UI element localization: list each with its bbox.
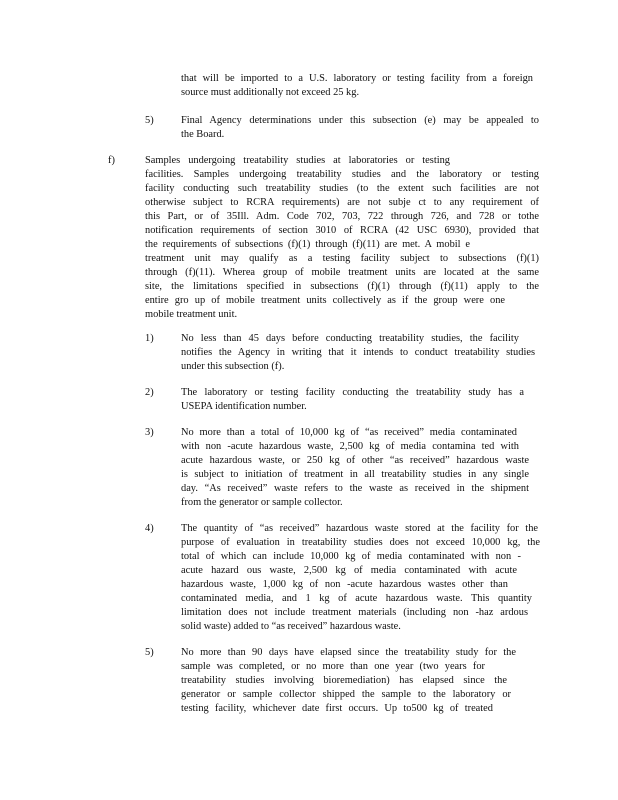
item-label: 2) bbox=[145, 387, 154, 398]
text-line: contaminated media, and 1 kg of acute hazardous waste. This quantity bbox=[181, 593, 532, 604]
text-line: purpose of evaluation in treatability studies does not exceed 10,000 kg, the bbox=[181, 537, 540, 548]
paragraph-f3 bbox=[181, 426, 529, 510]
text-line: otherwise subject to RCRA requirements) are not subje ct to any requirement of bbox=[145, 197, 539, 208]
text-line: generator or sample collector shipped the sample to the laboratory or bbox=[181, 689, 511, 700]
text-line: sample was completed, or no more than one year (two years for bbox=[181, 661, 485, 672]
paragraph-f5 bbox=[181, 646, 516, 716]
text-line: hazardous waste, 1,000 kg of non -acute hazardous wastes other than bbox=[181, 579, 508, 590]
text-line: source must additionally not exceed 25 kg. bbox=[181, 87, 360, 98]
item-label: 1) bbox=[145, 333, 154, 344]
text-line: No more than 90 days have elapsed since the treatability study for the bbox=[181, 647, 516, 658]
text-line: acute hazard ous waste, 2,500 kg of media contaminated with acute bbox=[181, 565, 517, 576]
text-line: this Part, or of 35Ill. Adm. Code 702, 703, 722 through 726, and 728 or tothe bbox=[145, 211, 539, 222]
text-line: facility conducting such treatability studies (to the extent such facilities are not bbox=[145, 183, 539, 194]
text-line: USEPA identification number. bbox=[181, 401, 307, 412]
text-line: the Board. bbox=[181, 129, 225, 140]
text-line: site, the limitations specified in subsections (f)(1) through (f)(11) apply to the bbox=[145, 281, 539, 292]
text-line: total of which can include 10,000 kg of media contaminated with non - bbox=[181, 551, 521, 562]
item-label: 5) bbox=[145, 115, 154, 126]
text-line: through (f)(11). Wherea group of mobile treatment units are located at the same bbox=[145, 267, 539, 278]
text-line: from the generator or sample collector. bbox=[181, 497, 343, 508]
text-line: The quantity of “as received” hazardous waste stored at the facility for the bbox=[181, 523, 538, 534]
text-line: the requirements of subsections (f)(1) through (f)(11) are met. A mobil e bbox=[145, 239, 470, 250]
paragraph-f2 bbox=[181, 386, 524, 414]
text-line: treatment unit may qualify as a testing facility subject to subsections (f)(1) bbox=[145, 253, 539, 264]
paragraph-f1 bbox=[181, 332, 535, 374]
paragraph-f bbox=[145, 154, 539, 322]
text-line: mobile treatment unit. bbox=[145, 309, 238, 320]
text-line: is subject to initiation of treatment in all treatability studies in any single bbox=[181, 469, 529, 480]
text-line: No less than 45 days before conducting treatability studies, the facility bbox=[181, 333, 519, 344]
item-label: 5) bbox=[145, 647, 154, 658]
continuation-paragraph bbox=[181, 72, 533, 100]
paragraph-f4 bbox=[181, 522, 540, 634]
text-line: that will be imported to a U.S. laboratory or testing facility from a foreign bbox=[181, 73, 533, 84]
text-line: treatability studies involving bioremediation) has elapsed since the bbox=[181, 675, 507, 686]
text-line: entire gro up of mobile treatment units collectively as if the group were one bbox=[145, 295, 505, 306]
section-label: f) bbox=[108, 155, 115, 166]
text-line: facilities. Samples undergoing treatability studies and the laboratory or testing bbox=[145, 169, 539, 180]
text-line: The laboratory or testing facility conducting the treatability study has a bbox=[181, 387, 524, 398]
text-line: day. “As received” waste refers to the waste as received in the shipment bbox=[181, 483, 529, 494]
paragraph-e5 bbox=[181, 114, 539, 142]
item-label: 3) bbox=[145, 427, 154, 438]
text-line: testing facility, whichever date first occurs. Up to500 kg of treated bbox=[181, 703, 493, 714]
text-line: limitation does not include treatment materials (including non -haz ardous bbox=[181, 607, 528, 618]
text-line: Samples undergoing treatability studies at laboratories or testing bbox=[145, 155, 450, 166]
text-line: solid waste) added to “as received” hazardous waste. bbox=[181, 621, 401, 632]
text-line: notifies the Agency in writing that it intends to conduct treatability studies bbox=[181, 347, 535, 358]
text-line: No more than a total of 10,000 kg of “as received” media contaminated bbox=[181, 427, 517, 438]
text-line: Final Agency determinations under this subsection (e) may be appealed to bbox=[181, 115, 539, 126]
text-line: notification requirements of section 3010 of RCRA (42 USC 6930), provided that bbox=[145, 225, 539, 236]
text-line: acute hazardous waste, or 250 kg of other “as received” hazardous waste bbox=[181, 455, 529, 466]
text-line: under this subsection (f). bbox=[181, 361, 285, 372]
item-label: 4) bbox=[145, 523, 154, 534]
text-line: with non -acute hazardous waste, 2,500 kg of media contamina ted with bbox=[181, 441, 519, 452]
